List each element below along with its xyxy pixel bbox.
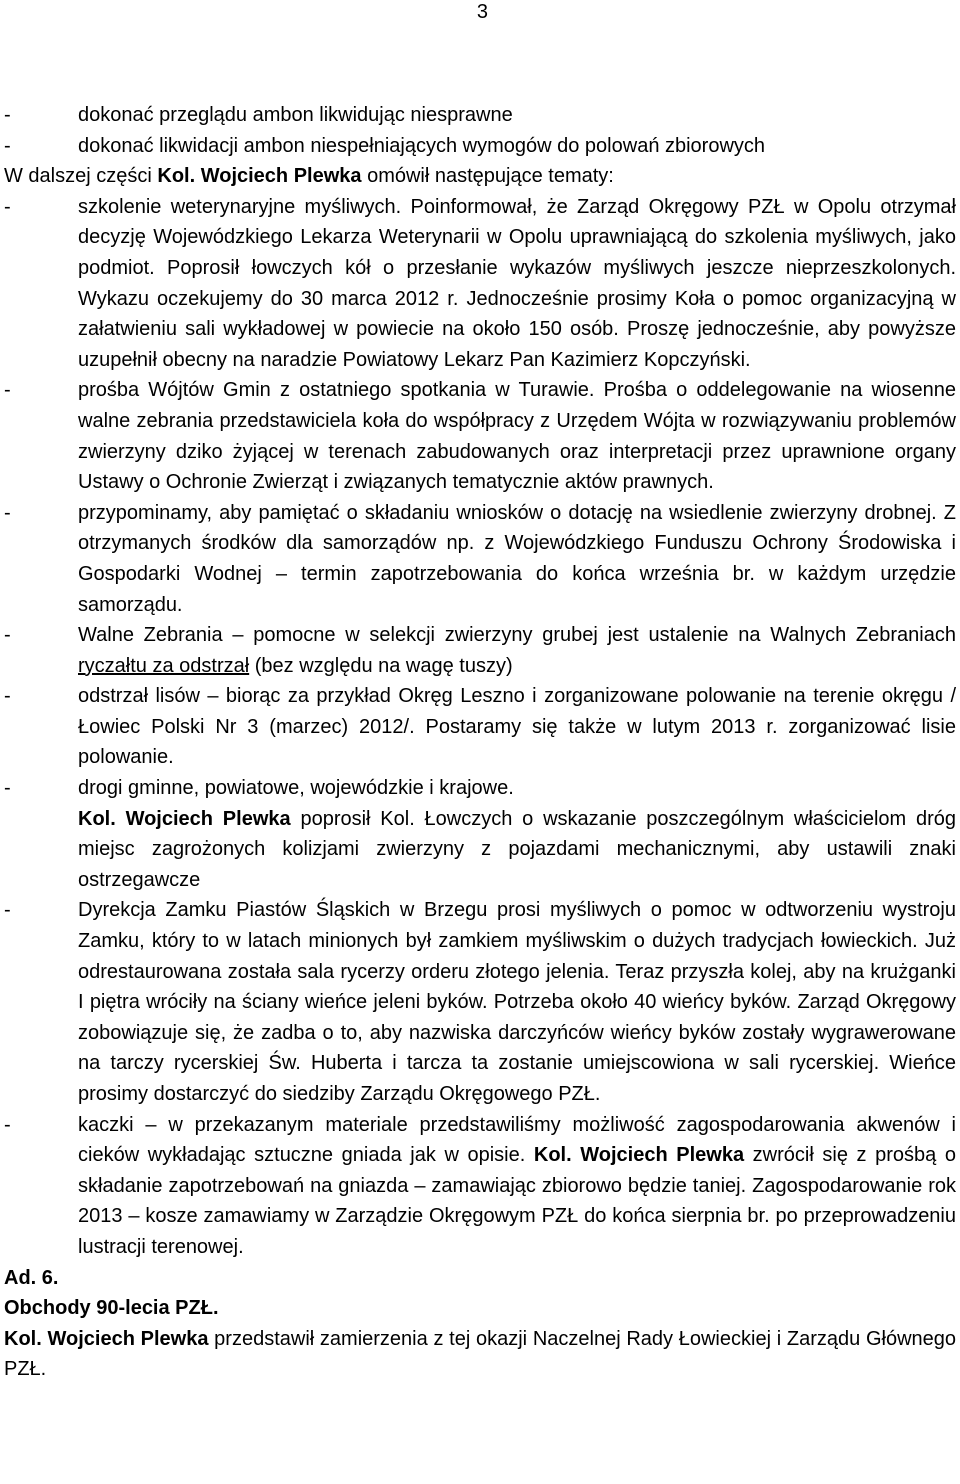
list-dash: - <box>4 501 11 524</box>
speaker-name: Kol. Wojciech Plewka <box>157 165 362 188</box>
list-dash: - <box>4 624 11 647</box>
list-dash: - <box>4 899 11 922</box>
document-body <box>4 100 956 1385</box>
list-item-text: dokonać likwidacji ambon niespełniających wymogów do polowań zbiorowych <box>78 134 766 157</box>
paragraph-text-b: poprosił Kol. Łowczych o wskazanie poszczególnym właścicielom dróg miejsc zagrożonych kolizjami zwierzyny z pojazdami mechanicznymi, aby ustawili znaki ostrzegawcze <box>78 807 957 891</box>
speaker-name: Kol. Wojciech Plewka <box>78 807 291 830</box>
section-number: Ad. 6. <box>4 1266 59 1289</box>
list-item <box>4 895 956 1109</box>
list-item-text: prośba Wójtów Gmin z ostatniego spotkania w Turawie. Prośba o oddelegowanie na wiosenne walne zebrania przedstawiciela koła do współpracy z Urzędem Wójta w rozwiązywaniu problemów zwierzyny dziko żyjącej w terenach zabudowanych oraz interpretacji przez uprawnione organy Ustawy o Ochronie Zwierząt i związanych tematycznie aktów prawnych. <box>78 379 956 494</box>
list-item <box>4 773 956 804</box>
list-item-text: drogi gminne, powiatowe, wojewódzkie i krajowe. <box>78 777 514 800</box>
final-text: przedstawił zamierzenia z tej okazji Naczelnej Rady Łowieckiej i Zarządu Głównego PZŁ. <box>4 1327 957 1381</box>
intro-text-b: omówił następujące tematy: <box>361 165 614 188</box>
list-dash: - <box>4 777 11 800</box>
item-text-a: kaczki – w przekazanym materiale przedstawiliśmy możliwość zagospodarowania akwenów i cieków wykładając sztuczne gniada jak w opisie. <box>78 1113 956 1167</box>
list-item-text: odstrzał lisów – biorąc za przykład Okręg Leszno i zorganizowane polowanie na terenie okręgu /Łowiec Polski Nr 3 (marzec) 2012/. Postaramy się także w lutym 2013 r. zorganizować lisie polowanie. <box>78 685 956 769</box>
list-item <box>4 131 956 162</box>
list-item-text: szkolenie weterynaryjne myśliwych. Poinformował, że Zarząd Okręgowy PZŁ w Opolu otrzymał decyzję Wojewódzkiego Lekarza Weterynarii w Opolu uprawniającą do szkolenia myśliwych, jako podmiot. Poprosił łowczych kół o przesłanie wykazów myśliwych jeszcze nieprzeszkolonych. Wykazu oczekujemy do 30 marca 2012 r. Jednocześnie prosimy Koła o pomoc organizacyjną w załatwieniu sali wykładowej w powiecie na około 150 osób. Proszę jednocześnie, aby powyższe uzupełnił obecny na naradzie Powiatowy Lekarz Pan Kazimierz Kopczyński. <box>78 195 956 371</box>
page-number: 3 <box>476 1 488 23</box>
list-item <box>4 192 956 376</box>
item-text-b: (bez względu na wagę tuszy) <box>249 654 513 677</box>
list-item-text <box>78 1110 956 1263</box>
indented-paragraph <box>4 804 956 896</box>
list-item <box>4 498 956 620</box>
list-item-text: Dyrekcja Zamku Piastów Śląskich w Brzegu prosi myśliwych o pomoc w odtworzeniu wystroju Zamku, który to w latach minionych był zamkiem myśliwskim o dużych tradycjach łowieckich. Już odrestaurowana została sala rycerzy orderu złotego jelenia. Teraz przyszła kolej, aby na krużganki I piętra wróciły na ściany wieńce jeleni byków. Potrzeba około 40 wieńcy byków. Zarząd Okręgowy zobowiązuje się, że zadba o to, aby nazwiska darczyńców wieńcy byków zostały wygrawerowane na tarczy rycerskiej Św. Huberta i tarcza ta zostanie umiejscowiona w sali rycerskiej. Wieńce prosimy dostarczyć do siedziby Zarządu Okręgowego PZŁ. <box>78 899 956 1105</box>
item-text-b: zwrócił się z prośbą o składanie zapotrzebowań na gniazda – zamawiając zbiorowo będzie taniej. Zagospodarowanie rok 2013 – kosze zamawiamy w Zarządzie Okręgowym PZŁ do końca sierpnia br. po przeprowadzeniu lustracji terenowej. <box>78 1144 956 1258</box>
list-item-text: dokonać przeglądu ambon likwidując niesprawne <box>78 104 513 126</box>
speaker-name: Kol. Wojciech Plewka <box>533 1144 745 1167</box>
list-item-text <box>78 620 956 681</box>
list-item-text: przypominamy, aby pamiętać o składaniu wniosków o dotację na wsiedlenie zwierzyny drobnej. Z otrzymanych środków dla samorządów np. z Wojewódzkiego Funduszu Ochrony Środowiska i Gospodarki Wodnej – termin zapotrzebowania do końca września br. w każdym urzędzie samorządu. <box>78 501 956 616</box>
list-dash: - <box>4 1113 11 1136</box>
list-dash: - <box>4 104 11 126</box>
list-item <box>4 1110 956 1263</box>
list-item <box>4 100 956 131</box>
section-heading: Obchody 90-lecia PZŁ. <box>4 1297 219 1320</box>
list-dash: - <box>4 685 11 708</box>
underlined-phrase: ryczałtu za odstrzał <box>78 654 250 677</box>
intro-paragraph <box>4 161 956 192</box>
intro-text-a: W dalszej części <box>4 165 158 188</box>
list-dash: - <box>4 134 11 157</box>
list-dash: - <box>4 379 11 402</box>
list-item <box>4 620 956 681</box>
item-text-a: Walne Zebrania – pomocne w selekcji zwierzyny grubej jest ustalenie na Walnych Zebraniach <box>78 624 956 647</box>
speaker-name: Kol. Wojciech Plewka <box>4 1327 209 1350</box>
list-item <box>4 375 956 497</box>
list-dash: - <box>4 195 11 218</box>
list-item <box>4 681 956 773</box>
paragraph-text <box>78 804 956 896</box>
final-paragraph <box>4 1324 956 1385</box>
